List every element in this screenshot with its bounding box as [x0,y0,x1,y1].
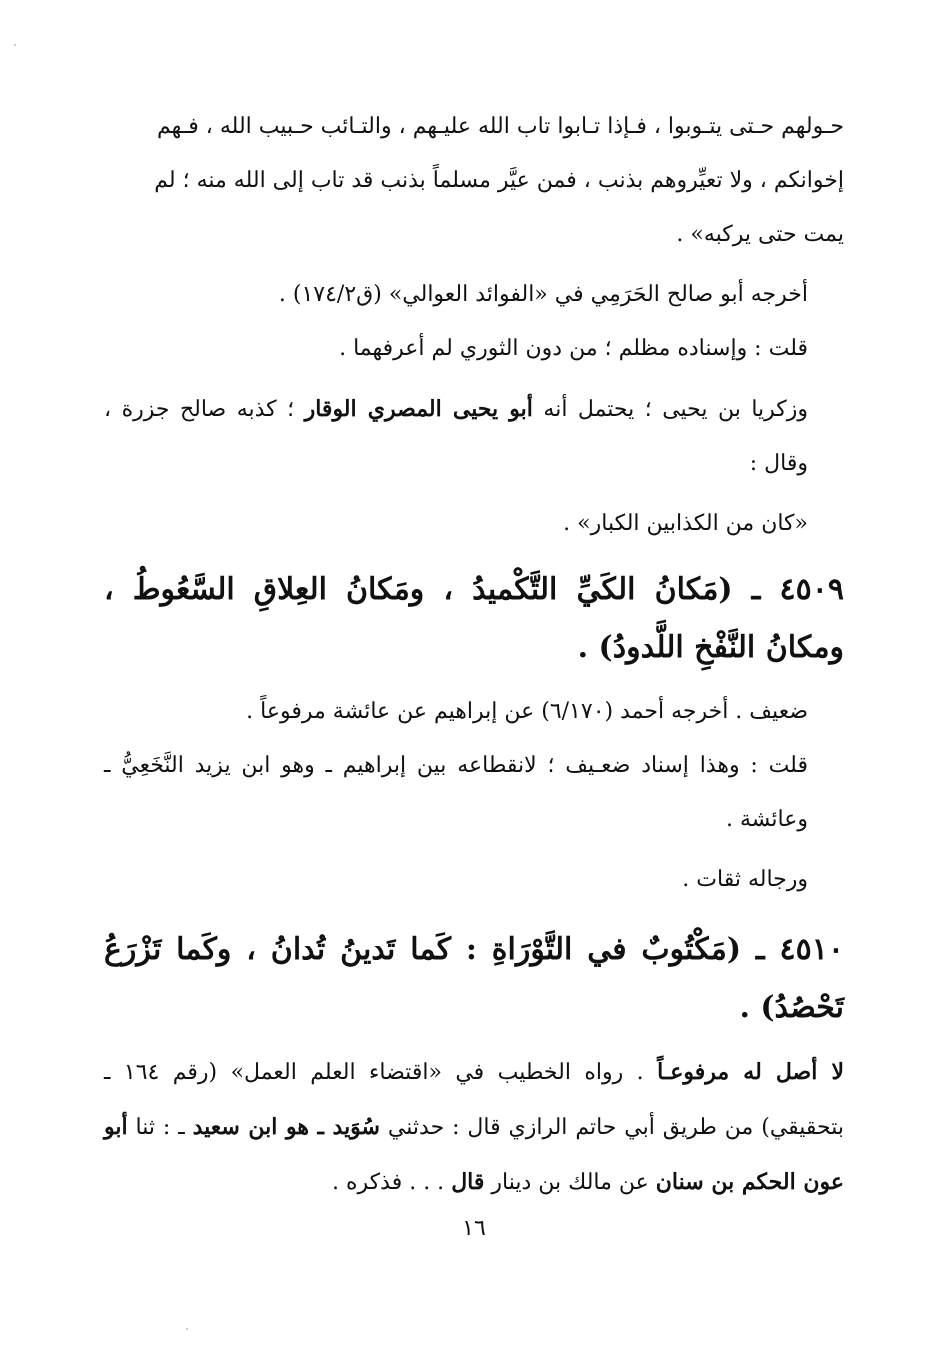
narrator-name: أبو عون الحكم بن سنان [104,1114,844,1195]
paragraph-isnad-note: قلت : وإسناده مظلم ؛ من دون الثوري لم أعرفهما . [339,336,808,361]
paragraph-quote: «كان من الكذابين الكبار» . [563,511,808,536]
page-number: ١٦ [462,1216,486,1241]
narrator-name: سُوَيد ـ هو ابن سعيد [192,1114,380,1140]
text-line: إخوانكم ، ولا تعيِّروهم بذنب ، فمن عيَّر مسلماً بذنب قد تاب إلى الله منه ؛ لم [154,168,844,193]
scan-speck [186,1328,188,1330]
hadith-heading-4509: ٤٥٠٩ ـ (مَكانُ الكَيِّ التَّكْميدُ ، ومَكانُ العِلاقِ السَّعُوطُ ، ومكانُ النَّفْخِ اللَّدودُ) . [104,572,844,665]
paragraph-takhrij: أخرجه أبو صالح الحَرَمِي في «الفوائد العوالي» (ق١٧٤/٢) . [278,282,808,307]
narrator-name: أبو يحيى المصري الوقار [304,396,533,422]
scan-speck [14,44,16,46]
paragraph-narrator-note: وزكريا بن يحيى ؛ يحتمل أنه أبو يحيى المصري الوقار ؛ كذبه صالح جزرة ، وقال : [104,396,808,476]
hadith-heading-4510: ٤٥١٠ ـ (مَكْتُوبٌ في التَّوْرَاةِ : كَما تَدينُ تُدانُ ، وكَما تَزْرَعُ تَحْصُدُ) . [104,932,844,1025]
text-line: حـولهم حـتى يتـوبوا ، فـإذا تـابوا تاب الله عليـهم ، والتـائب حـبيب الله ، فـهم [157,114,844,139]
paragraph-hadith-continuation [104,100,844,262]
paragraph-weakness-note: قلت : وهذا إسناد ضعـيف ؛ لانقطاعه بين إبراهيم ـ وهو ابن يزيد النَّخَعِيُّ ـ وعائشة . [104,753,808,832]
paragraph-grading: ضعيف . أخرجه أحمد (٦/١٧٠) عن إبراهيم عن عائشة مرفوعاً . [246,699,808,724]
grading-label: لا أصل له مرفوعـاً [657,1059,844,1085]
paragraph-narrators-reliable: ورجاله ثقات . [682,867,808,892]
paragraph-grading-4510: لا أصل له مرفوعـاً . رواه الخطيب في «اقتضاء العلم العمل» (رقم ١٦٤ ـ بتحقيقي) من طريق أبي حاتم الرازي قال : حدثني سُوَيد ـ هو ابن سعيد ـ : ثنا أبو عون الحكم بن سنان عن مالك بن دينار قال . . . فذكره . [104,1059,845,1195]
document-body [104,100,844,1210]
text-line: يمت حتى يركبه» . [676,222,844,247]
